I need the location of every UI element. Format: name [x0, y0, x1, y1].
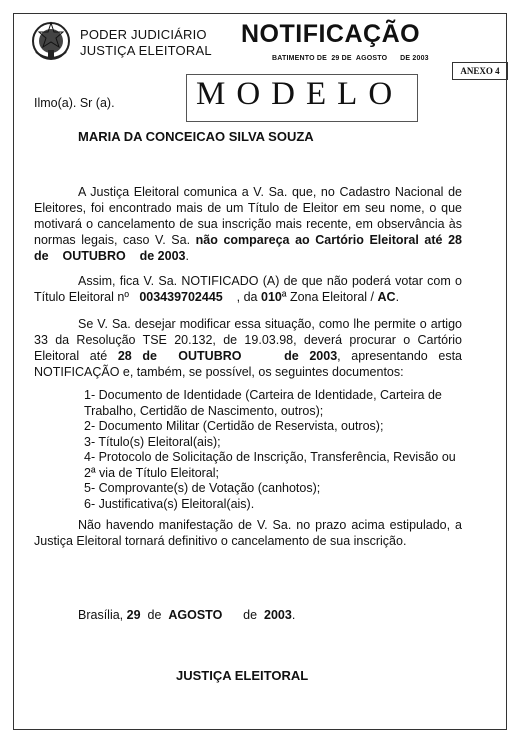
list-item: 1- Documento de Identidade (Carteira de Identidade, Carteira de Trabalho, Certidão de Nascimento, outros);: [84, 388, 442, 418]
notified-text-2: , da: [236, 290, 258, 304]
documents-list: [84, 388, 464, 512]
list-item: 4- Protocolo de Solicitação de Inscrição, Transferência, Revisão ou 2ª via de Título Eleitoral;: [84, 450, 456, 480]
title-number: 003439702445: [139, 290, 223, 304]
period: .: [395, 290, 400, 304]
date-de: de: [147, 608, 162, 622]
list-item: 5- Comprovante(s) de Votação (canhotos);: [84, 481, 321, 495]
closing-text: Não havendo manifestação de V. Sa. no prazo acima estipulado, a Justiça Eleitoral tornará definitivo o cancelamento de sua inscrição.: [34, 518, 462, 548]
deadline-day: 28 de: [34, 233, 462, 263]
batch-de: DE: [400, 55, 411, 62]
model-stamp: MODELO: [196, 76, 404, 112]
batch-month: AGOSTO: [355, 55, 388, 62]
period: .: [291, 608, 296, 622]
coat-of-arms-icon: [30, 20, 72, 62]
deadline-year: de 2003: [139, 249, 186, 263]
list-item: 2- Documento Militar (Certidão de Reservista, outros);: [84, 419, 384, 433]
place-date: [78, 608, 295, 622]
paragraph-notice: [34, 184, 462, 264]
salutation: Ilmo(a). Sr (a).: [34, 96, 115, 110]
deadline-day: 28 de: [117, 349, 157, 363]
date-de: de: [243, 608, 258, 622]
document-title: NOTIFICAÇÃO: [241, 20, 421, 48]
deadline-month: OUTUBRO: [178, 349, 242, 363]
paragraph-notified: [34, 273, 462, 305]
city: Brasília,: [78, 608, 124, 622]
date-year: 2003: [264, 608, 292, 622]
batch-day: 29: [331, 55, 340, 62]
batch-line: [272, 55, 429, 62]
notice-bold: não compareça ao Cartório Eleitoral até: [195, 233, 443, 247]
instructions-text-2: , apresentando esta NOTIFICAÇÃO e, também, se possível, os seguintes documentos:: [34, 349, 463, 379]
notified-text: Assim, fica V. Sa. NOTIFICADO (A) de que não poderá votar com o Título Eleitoral nº: [34, 274, 462, 304]
electoral-zone: 010: [261, 290, 282, 304]
batch-de: DE: [341, 55, 352, 62]
date-day: 29: [126, 608, 141, 622]
period: .: [185, 249, 189, 263]
deadline-year: de 2003: [284, 349, 338, 363]
notified-text-3: ª Zona Eleitoral /: [281, 290, 375, 304]
annex-label: ANEXO 4: [452, 62, 508, 80]
signature: JUSTIÇA ELEITORAL: [176, 668, 309, 683]
date-month: AGOSTO: [168, 608, 223, 622]
state-code: AC: [377, 290, 396, 304]
org-name-line1: PODER JUDICIÁRIO: [80, 27, 207, 42]
paragraph-closing: [34, 517, 462, 549]
batch-year: 2003: [412, 55, 429, 62]
batch-label: BATIMENTO DE: [272, 55, 328, 62]
deadline-month: OUTUBRO: [62, 249, 126, 263]
notice-text: A Justiça Eleitoral comunica a V. Sa. que, no Cadastro Nacional de Eleitores, foi encontrado mais de um Título de Eleitor em seu nome, o que motivará o cancelamento de sua inscrição mais recente, em observância às normas legais, caso V. Sa.: [34, 185, 462, 247]
list-item: 6- Justificativa(s) Eleitoral(ais).: [84, 496, 255, 511]
instructions-text: Se V. Sa. desejar modificar essa situação, como lhe permite o artigo 33 da Resolução TSE 20.132, de 19.03.98, deverá procurar o Cartório Eleitoral até: [34, 317, 462, 363]
list-item: 3- Título(s) Eleitoral(ais);: [84, 434, 221, 449]
recipient-name: MARIA DA CONCEICAO SILVA SOUZA: [78, 129, 314, 144]
paragraph-instructions: [34, 316, 462, 380]
org-name-line2: JUSTIÇA ELEITORAL: [80, 43, 212, 58]
